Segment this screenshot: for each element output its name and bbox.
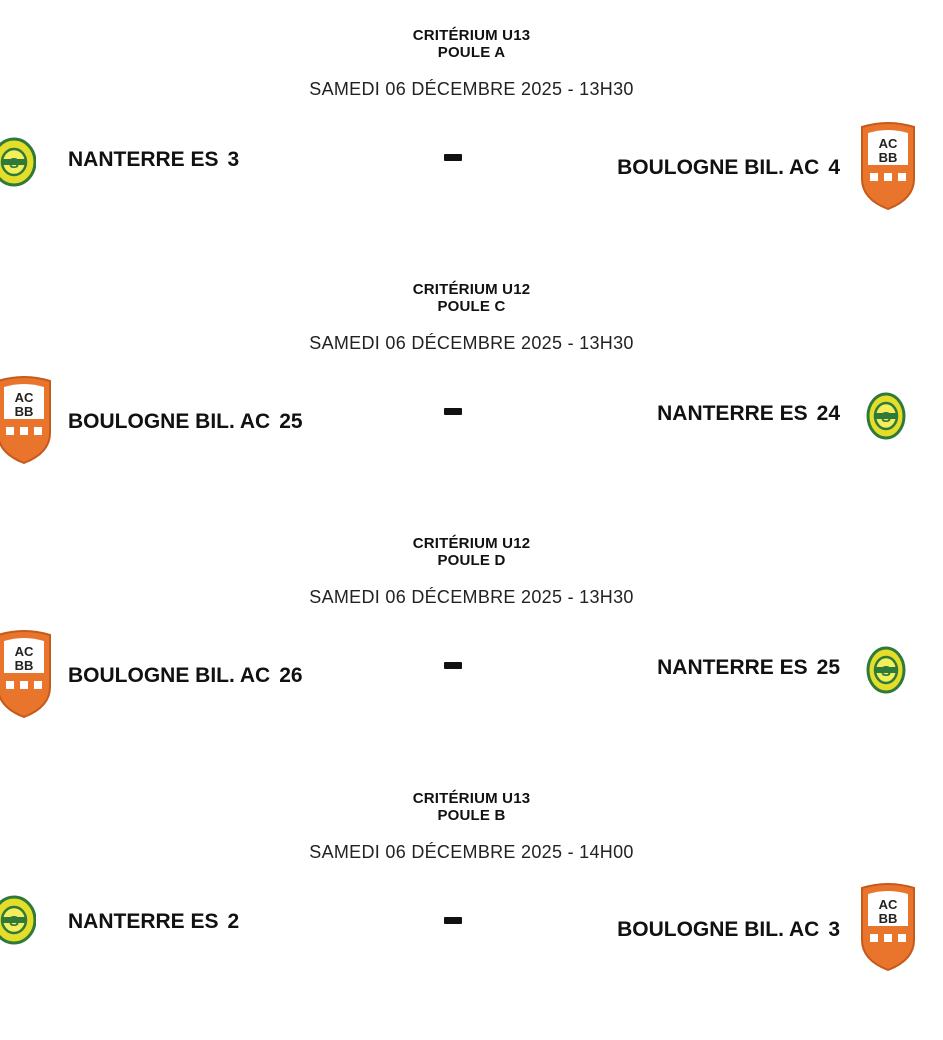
team-score: 25 xyxy=(816,656,840,679)
acbb-logo-line1: AC xyxy=(14,644,34,659)
team-name: NANTERRE ES xyxy=(68,148,219,171)
team-score: 26 xyxy=(279,664,303,687)
home-team xyxy=(68,910,239,934)
competition-name: CRITÉRIUM U13 xyxy=(412,790,531,807)
competition-name: CRITÉRIUM U12 xyxy=(412,281,531,298)
match-date: SAMEDI 06 DÉCEMBRE 2025 - 13H30 xyxy=(309,587,634,607)
team-score: 25 xyxy=(279,410,303,433)
nanterre-es-logo xyxy=(0,137,36,187)
acbb-logo-line2: BB xyxy=(878,150,898,165)
home-team xyxy=(68,410,303,434)
team-name: BOULOGNE BIL. AC xyxy=(68,664,271,687)
team-score: 2 xyxy=(227,910,240,933)
acbb-logo-line1: AC xyxy=(14,390,34,405)
nanterre-logo-letter: S xyxy=(8,913,20,930)
match-card xyxy=(0,281,943,531)
pool-name: POULE C xyxy=(437,298,506,315)
away-team xyxy=(617,918,840,942)
acbb-logo xyxy=(856,882,920,972)
acbb-logo-line1: AC xyxy=(878,897,898,912)
nanterre-logo-letter: S xyxy=(8,155,20,172)
pool-name: POULE B xyxy=(437,807,506,824)
team-name: NANTERRE ES xyxy=(68,910,219,933)
score-separator xyxy=(444,662,462,669)
score-separator xyxy=(444,408,462,415)
match-date: SAMEDI 06 DÉCEMBRE 2025 - 14H00 xyxy=(309,842,634,862)
match-date: SAMEDI 06 DÉCEMBRE 2025 - 13H30 xyxy=(309,79,634,99)
acbb-logo xyxy=(0,375,56,465)
away-team xyxy=(617,156,840,180)
competition-header xyxy=(0,27,943,61)
home-team xyxy=(68,148,239,172)
match-card xyxy=(0,535,943,785)
score-separator xyxy=(444,917,462,924)
team-name: BOULOGNE BIL. AC xyxy=(68,410,271,433)
acbb-logo xyxy=(856,121,920,211)
team-score: 24 xyxy=(816,402,840,425)
match-card xyxy=(0,790,943,1040)
pool-name: POULE D xyxy=(437,552,506,569)
nanterre-es-logo xyxy=(0,895,36,945)
team-name: NANTERRE ES xyxy=(657,402,808,425)
match-card xyxy=(0,27,943,277)
match-date: SAMEDI 06 DÉCEMBRE 2025 - 13H30 xyxy=(309,333,634,353)
competition-header xyxy=(0,790,943,824)
team-score: 3 xyxy=(227,148,240,171)
competition-header xyxy=(0,535,943,569)
team-name: NANTERRE ES xyxy=(657,656,808,679)
home-team xyxy=(68,664,303,688)
team-name: BOULOGNE BIL. AC xyxy=(617,156,820,179)
competition-name: CRITÉRIUM U12 xyxy=(412,535,531,552)
team-name: BOULOGNE BIL. AC xyxy=(617,918,820,941)
acbb-logo xyxy=(0,629,56,719)
pool-name: POULE A xyxy=(437,44,506,61)
score-separator xyxy=(444,154,462,161)
nanterre-logo-letter: S xyxy=(880,409,892,426)
acbb-logo-line1: AC xyxy=(878,136,898,151)
team-score: 3 xyxy=(828,918,840,941)
acbb-logo-line2: BB xyxy=(14,404,34,419)
competition-name: CRITÉRIUM U13 xyxy=(412,27,531,44)
nanterre-es-logo xyxy=(866,391,906,441)
nanterre-logo-letter: S xyxy=(880,663,892,680)
competition-header xyxy=(0,281,943,315)
nanterre-es-logo xyxy=(866,645,906,695)
away-team xyxy=(657,402,840,426)
away-team xyxy=(657,656,840,680)
acbb-logo-line2: BB xyxy=(878,911,898,926)
acbb-logo-line2: BB xyxy=(14,658,34,673)
team-score: 4 xyxy=(828,156,840,179)
